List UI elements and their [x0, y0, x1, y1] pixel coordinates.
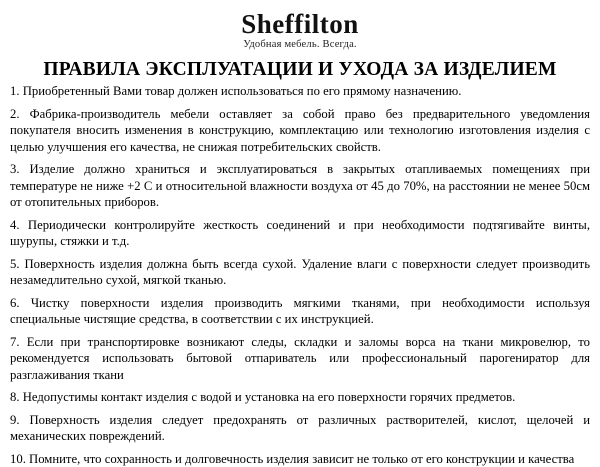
rule-item: 9. Поверхность изделия следует предохранять от различных растворителей, кислот, щелочей и механических повреждений. [10, 412, 590, 444]
rule-item: 1. Приобретенный Вами товар должен использоваться по его прямому назначению. [10, 84, 462, 99]
page-title: ПРАВИЛА ЭКСПЛУАТАЦИИ И УХОДА ЗА ИЗДЕЛИЕМ [43, 59, 557, 81]
rule-item: 3. Изделие должно храниться и эксплуатироваться в закрытых отапливаемых помещениях при температуре не ниже +2 С и относительной влажности воздуха от 45 до 70%, на расстоянии не менее 50см от отопительных приборов. [10, 162, 590, 210]
brand-tagline: Удобная мебель. Всегда. [243, 39, 357, 51]
brand-header [8, 0, 592, 50]
rule-item: 4. Периодически контролируйте жесткость соединений и при необходимости подтягивайте винты, шурупы, стяжки и т.д. [10, 217, 590, 249]
rule-item: 10. Помните, что сохранность и долговечность изделия зависит не только от его конструкции и качества [10, 451, 575, 466]
rules-list [8, 83, 592, 467]
brand-name: Sheffilton [241, 9, 359, 39]
rule-item: 6. Чистку поверхности изделия производить мягкими тканями, при необходимости используя специальные чистящие средства, в соответствии с их инструкцией. [10, 295, 590, 327]
rule-item: 5. Поверхность изделия должна быть всегда сухой. Удаление влаги с поверхности следует производить незамедлительно сухой, мягкой тканью. [10, 256, 590, 288]
rule-item: 2. Фабрика-производитель мебели оставляет за собой право без предварительного уведомления покупателя вносить изменения в конструкцию, комплектацию или технологию изготовления изделия с целью улучшения его качества, не снижая потребительских свойств. [10, 106, 590, 154]
rule-item: 8. Недопустимы контакт изделия с водой и установка на его поверхности горячих предметов. [10, 390, 516, 405]
rule-item: 7. Если при транспортировке возникают следы, складки и заломы ворса на ткани микровелюр, то рекомендуется использовать бытовой отпариватель или профессиональный парогениратор для разглаживания ткани [10, 334, 590, 382]
